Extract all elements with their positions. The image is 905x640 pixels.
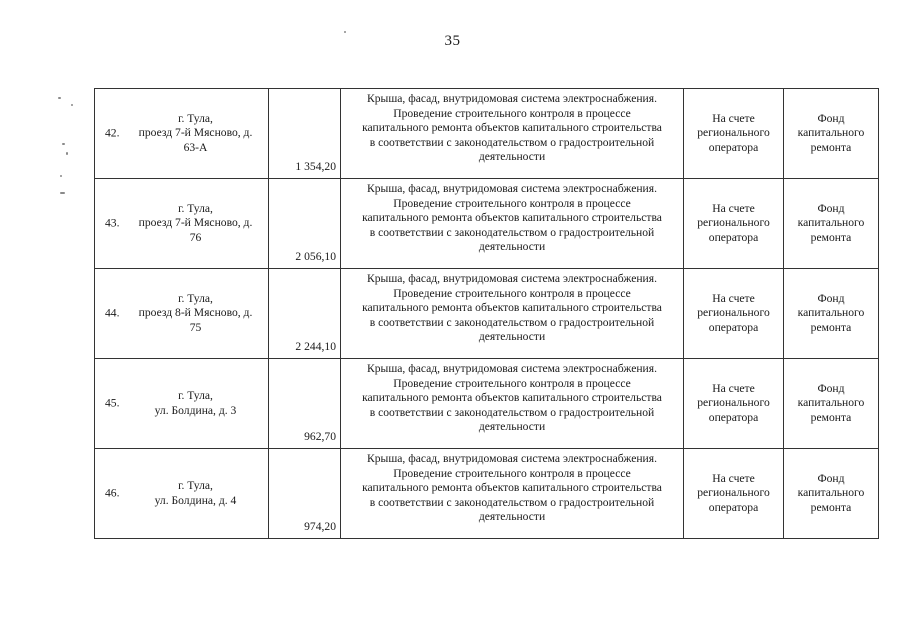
address-text: г. Тула, проезд 8-й Мясново, д. 75 bbox=[138, 291, 253, 334]
address-text: г. Тула, ул. Болдина, д. 4 bbox=[154, 478, 237, 507]
fund-cell: Фонд капитального ремонта bbox=[784, 89, 879, 179]
table-row bbox=[95, 449, 879, 539]
work-description-cell: Крыша, фасад, внутридомовая система электроснабжения. Проведение строительного контроля в процессе капитального ремонта объектов капитального строительства в соответствии с законодательством о градостроительной деятельности bbox=[341, 449, 684, 539]
cost-cell: 962,70 bbox=[269, 359, 341, 449]
row-number: 46. bbox=[105, 486, 120, 500]
fund-cell: Фонд капитального ремонта bbox=[784, 269, 879, 359]
page-number: 35 bbox=[444, 33, 461, 49]
executor-cell: На счете регионального оператора bbox=[684, 359, 784, 449]
address-cell bbox=[95, 449, 269, 539]
scan-artifact bbox=[60, 192, 65, 194]
executor-cell: На счете регионального оператора bbox=[684, 449, 784, 539]
fund-cell: Фонд капитального ремонта bbox=[784, 179, 879, 269]
cost-cell: 974,20 bbox=[269, 449, 341, 539]
scan-artifact bbox=[62, 143, 65, 145]
row-number: 42. bbox=[105, 126, 120, 140]
work-description-cell: Крыша, фасад, внутридомовая система электроснабжения. Проведение строительного контроля в процессе капитального ремонта объектов капитального строительства в соответствии с законодательством о градостроительной деятельности bbox=[341, 179, 684, 269]
fund-cell: Фонд капитального ремонта bbox=[784, 449, 879, 539]
cost-cell: 1 354,20 bbox=[269, 89, 341, 179]
cost-cell: 2 244,10 bbox=[269, 269, 341, 359]
executor-cell: На счете регионального оператора bbox=[684, 89, 784, 179]
address-cell bbox=[95, 89, 269, 179]
address-text: г. Тула, проезд 7-й Мясново, д. 76 bbox=[138, 201, 253, 244]
address-cell bbox=[95, 269, 269, 359]
scan-artifact bbox=[66, 152, 68, 155]
row-number: 43. bbox=[105, 216, 120, 230]
executor-cell: На счете регионального оператора bbox=[684, 269, 784, 359]
scan-artifact bbox=[344, 31, 346, 33]
cost-cell: 2 056,10 bbox=[269, 179, 341, 269]
row-number: 44. bbox=[105, 306, 120, 320]
executor-cell: На счете регионального оператора bbox=[684, 179, 784, 269]
work-description-cell: Крыша, фасад, внутридомовая система электроснабжения. Проведение строительного контроля в процессе капитального ремонта объектов капитального строительства в соответствии с законодательством о градостроительной деятельности bbox=[341, 359, 684, 449]
fund-cell: Фонд капитального ремонта bbox=[784, 359, 879, 449]
table-row bbox=[95, 179, 879, 269]
scan-artifact bbox=[60, 175, 62, 177]
address-cell bbox=[95, 179, 269, 269]
scan-artifact bbox=[71, 104, 73, 106]
table-row bbox=[95, 269, 879, 359]
row-number: 45. bbox=[105, 396, 120, 410]
work-description-cell: Крыша, фасад, внутридомовая система электроснабжения. Проведение строительного контроля в процессе капитального ремонта объектов капитального строительства в соответствии с законодательством о градостроительной деятельности bbox=[341, 89, 684, 179]
works-table-body bbox=[95, 89, 879, 539]
address-text: г. Тула, проезд 7-й Мясново, д. 63-А bbox=[138, 111, 253, 154]
table-row bbox=[95, 89, 879, 179]
table-row bbox=[95, 359, 879, 449]
works-table bbox=[94, 88, 879, 539]
work-description-cell: Крыша, фасад, внутридомовая система электроснабжения. Проведение строительного контроля в процессе капитального ремонта объектов капитального строительства в соответствии с законодательством о градостроительной деятельности bbox=[341, 269, 684, 359]
scan-artifact bbox=[58, 97, 61, 99]
address-cell bbox=[95, 359, 269, 449]
address-text: г. Тула, ул. Болдина, д. 3 bbox=[154, 388, 237, 417]
